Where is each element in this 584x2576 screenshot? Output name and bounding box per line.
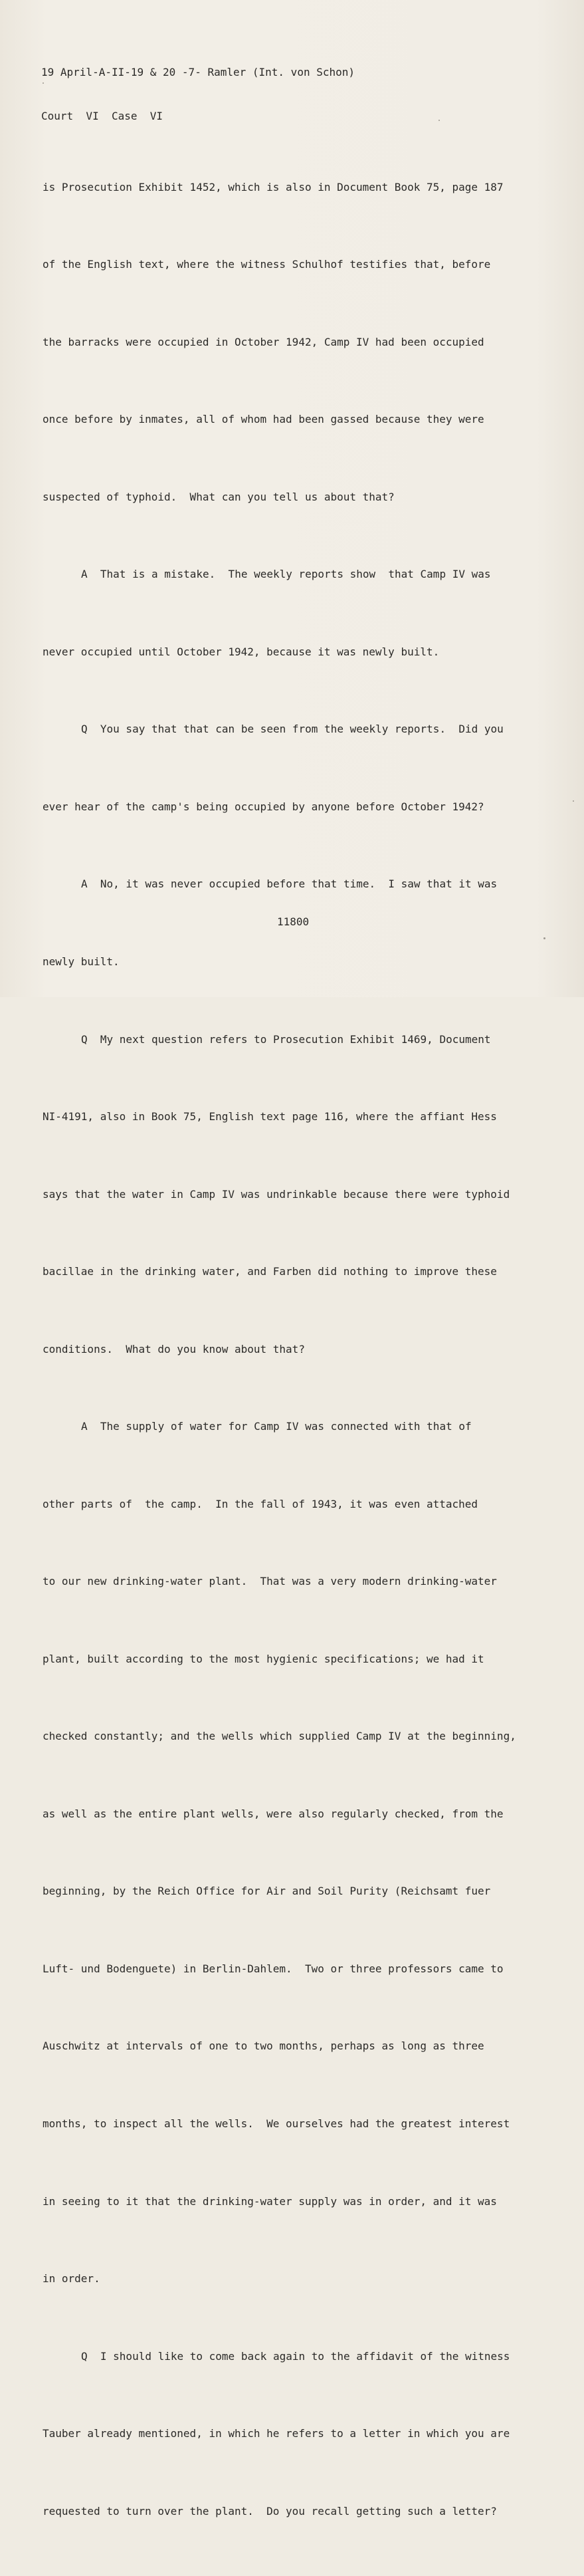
text-line: suspected of typhoid. What can you tell us about that? [43,490,395,503]
text-line: says that the water in Camp IV was undrinkable because there were typhoid [43,1187,510,1201]
text-line: conditions. What do you know about that? [43,1342,305,1355]
paper-speck [543,937,545,939]
text-line: months, to inspect all the wells. We ourselves had the greatest interest [43,2117,510,2130]
paper-speck [573,800,574,802]
text-line: is Prosecution Exhibit 1452, which is also in Document Book 75, page 187 [43,180,504,193]
question-line: Q I should like to come back again to the affidavit of the witness [81,2349,510,2363]
text-line: in seeing to it that the drinking-water supply was in order, and it was [43,2194,497,2208]
question-line: Q You say that that can be seen from the weekly reports. Did you [81,723,504,736]
text-line: bacillae in the drinking water, and Farben did nothing to improve these [43,1265,497,1278]
header-line-1: 19 April-A-II-19 & 20 -7- Ramler (Int. von Schon) [41,66,355,78]
text-line: as well as the entire plant wells, were also regularly checked, from the [43,1807,504,1820]
text-line: ever hear of the camp's being occupied by anyone before October 1942? [43,800,484,813]
text-line: to our new drinking-water plant. That was a very modern drinking-water [43,1575,497,1588]
text-line: Auschwitz at intervals of one to two months, perhaps as long as three [43,2040,484,2053]
text-line: plant, built according to the most hygienic specifications; we had it [43,1652,484,1665]
header-line-2: Court VI Case VI [41,110,163,122]
text-line: beginning, by the Reich Office for Air and Soil Purity (Reichsamt fuer [43,1885,491,1898]
text-line: Luft- und Bodenguete) in Berlin-Dahlem. Two or three professors came to [43,1962,504,1975]
paper-speck [43,82,44,84]
answer-line: A The supply of water for Camp IV was connected with that of [81,1420,472,1433]
text-line: never occupied until October 1942, because it was newly built. [43,645,440,658]
text-line: NI-4191, also in Book 75, English text page 116, where the affiant Hess [43,1110,497,1123]
text-line: of the English text, where the witness Schulhof testifies that, before [43,258,491,271]
text-line: the barracks were occupied in October 1942, Camp IV had been occupied [43,335,484,348]
text-line: Tauber already mentioned, in which he refers to a letter in which you are [43,2427,510,2440]
text-line: checked constantly; and the wells which supplied Camp IV at the beginning, [43,1730,516,1743]
page-number: 11800 [277,915,310,928]
text-line: in order. [43,2272,100,2285]
paper-speck [438,120,440,121]
text-line: once before by inmates, all of whom had been gassed because they were [43,413,484,426]
transcript-body [43,123,528,2576]
text-line: newly built. [43,955,120,968]
text-line: other parts of the camp. In the fall of 1943, it was even attached [43,1497,478,1510]
question-line: Q My next question refers to Prosecution Exhibit 1469, Document [81,1032,491,1046]
answer-line: A No, it was never occupied before that time. I saw that it was [81,878,498,891]
text-line: requested to turn over the plant. Do you recall getting such a letter? [43,2504,497,2517]
answer-line: A That is a mistake. The weekly reports show that Camp IV was [81,568,491,581]
